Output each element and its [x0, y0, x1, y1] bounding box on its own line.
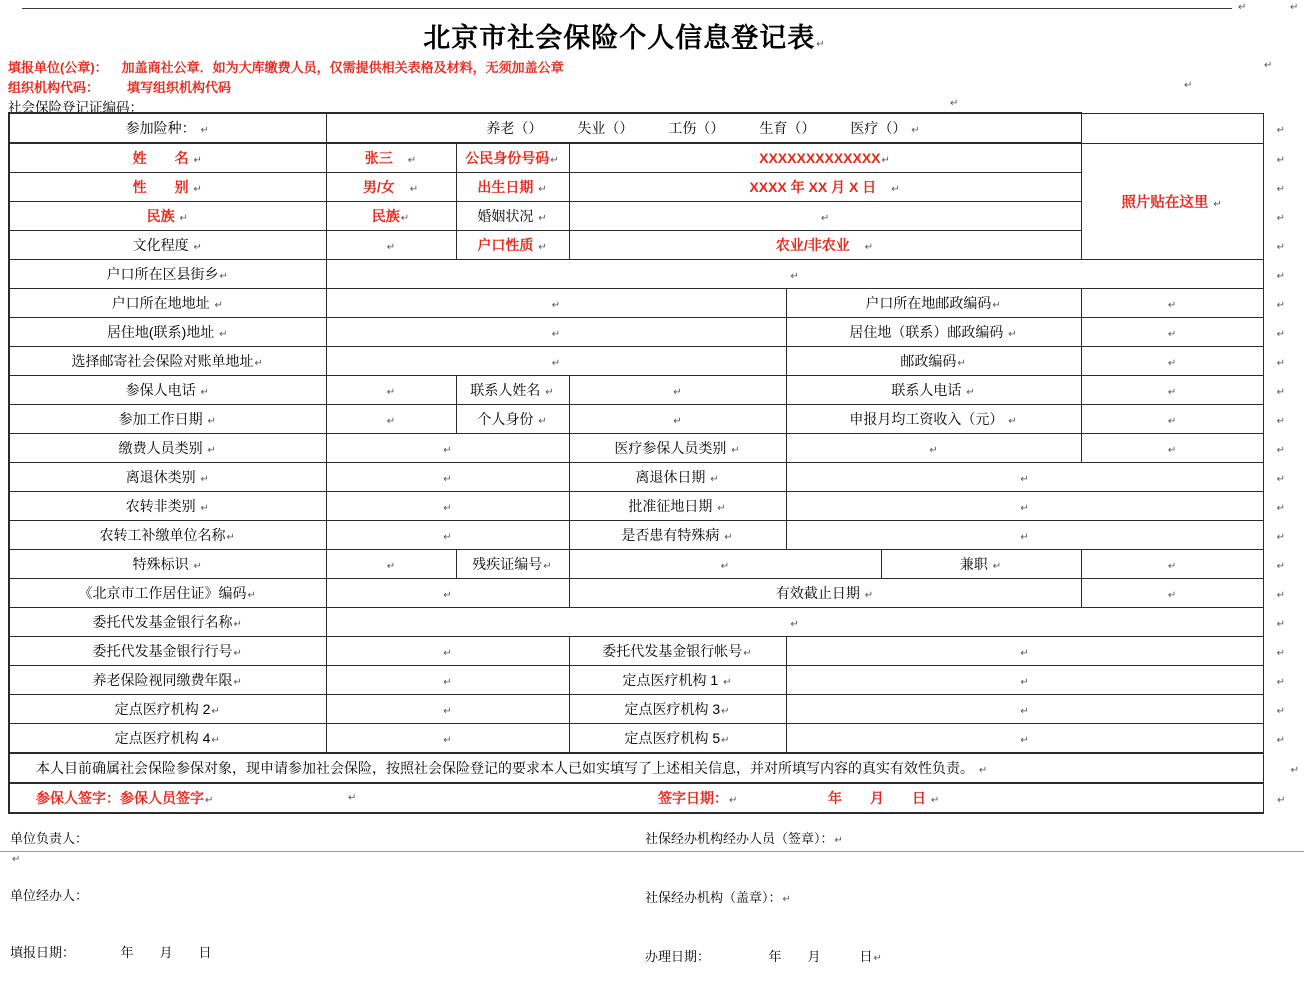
- hospital-3-label: 定点医疗机构 3↵: [569, 695, 786, 724]
- fill-unit-note: [8, 57, 564, 76]
- insured-phone-label: 参保人电话 ↵: [9, 376, 326, 405]
- table-row: [9, 579, 1299, 608]
- unit-handler-label: 单位经办人：: [10, 888, 89, 903]
- fill-unit-text: 加盖商社公章．如为大库缴费人员，仅需提供相关表格及材料，无须加盖公章: [121, 60, 564, 75]
- special-disease-label: 是否患有特殊病 ↵: [569, 521, 786, 550]
- declaration-text: 本人目前确属社会保险参保对象，现申请参加社会保险，按照社会保险登记的要求本人已如实填写了上述相关信息，并对所填写内容的真实有效性负责。 ↵: [9, 753, 1263, 783]
- contact-name-label: 联系人姓名 ↵: [456, 376, 569, 405]
- ethnicity-value[interactable]: 民族↵: [326, 202, 456, 231]
- hospital-2-value[interactable]: ↵: [326, 695, 569, 724]
- retirement-date-value[interactable]: ↵: [786, 463, 1263, 492]
- contact-phone-label: 联系人电话 ↵: [786, 376, 1081, 405]
- fill-unit-label: 填报单位(公章)：: [8, 60, 108, 75]
- payer-category-value[interactable]: ↵: [326, 434, 569, 463]
- hospital-1-value[interactable]: ↵: [786, 666, 1263, 695]
- pension-deemed-years-label: 养老保险视同缴费年限↵: [9, 666, 326, 695]
- medical-insured-category-value[interactable]: ↵: [786, 434, 1081, 463]
- table-row: [9, 318, 1299, 347]
- fund-bank-account-label: 委托代发基金银行帐号↵: [569, 637, 786, 666]
- insured-signature-label[interactable]: 参保人签字：参保人员签字↵: [36, 790, 214, 806]
- marital-status-label: 婚姻状况 ↵: [456, 202, 569, 231]
- name-value[interactable]: 张三 ↵: [326, 143, 456, 173]
- gender-value[interactable]: 男/女 ↵: [326, 173, 456, 202]
- table-row: [9, 695, 1299, 724]
- birth-date-value[interactable]: XXXX 年 XX 月 X 日 ↵: [569, 173, 1081, 202]
- mailing-address-label: 选择邮寄社会保险对账单地址↵: [9, 347, 326, 376]
- retirement-category-label: 离退休类别 ↵: [9, 463, 326, 492]
- special-disease-value[interactable]: ↵: [786, 521, 1263, 550]
- permit-expiry-value[interactable]: ↵: [1081, 579, 1263, 608]
- rural-to-urban-category-label: 农转非类别 ↵: [9, 492, 326, 521]
- pension-deemed-years-value[interactable]: ↵: [326, 666, 569, 695]
- education-label: 文化程度 ↵: [9, 231, 326, 260]
- personal-identity-label: 个人身份 ↵: [456, 405, 569, 434]
- row-end-mark: ↵: [1276, 735, 1285, 747]
- fund-bank-account-value[interactable]: ↵: [786, 637, 1263, 666]
- retirement-date-label: 离退休日期 ↵: [569, 463, 786, 492]
- supplement-unit-label: 农转工补缴单位名称↵: [9, 521, 326, 550]
- row-end-mark: ↵: [1276, 271, 1285, 282]
- hospital-2-label: 定点医疗机构 2↵: [9, 695, 326, 724]
- monthly-income-value[interactable]: ↵: [1081, 405, 1263, 434]
- paragraph-mark: ↵: [1238, 2, 1247, 13]
- medical-insured-extra-value[interactable]: ↵: [1081, 434, 1263, 463]
- row-end-mark: ↵: [1276, 300, 1285, 311]
- contact-name-value[interactable]: ↵: [569, 376, 786, 405]
- org-code-label: 组织机构代码：: [8, 80, 100, 95]
- part-time-label: 兼职 ↵: [881, 550, 1081, 579]
- table-row: [9, 376, 1299, 405]
- signature-date-label: 签字日期：↵: [658, 790, 738, 806]
- table-row: [9, 463, 1299, 492]
- hukou-district-label: 户口所在区县街乡↵: [9, 260, 326, 289]
- mailing-address-value[interactable]: ↵: [326, 347, 786, 376]
- header-rule: [22, 8, 1232, 9]
- org-code-text: 填写组织机构代码: [127, 80, 232, 95]
- hospital-4-label: 定点医疗机构 4↵: [9, 724, 326, 754]
- id-number-label: 公民身份号码↵: [456, 143, 569, 173]
- monthly-income-label: 申报月均工资收入（元） ↵: [786, 405, 1081, 434]
- row-end-mark: ↵: [1276, 387, 1285, 398]
- hospital-5-value[interactable]: ↵: [786, 724, 1263, 754]
- residence-postcode-value[interactable]: ↵: [1081, 318, 1263, 347]
- row-end-mark: ↵: [1277, 795, 1286, 806]
- hukou-type-value[interactable]: 农业/非农业 ↵: [569, 231, 1081, 260]
- paragraph-mark: ↵: [1290, 2, 1299, 13]
- id-number-value[interactable]: XXXXXXXXXXXXX↵: [569, 143, 1081, 173]
- table-row: [9, 521, 1299, 550]
- row-end-mark: ↵: [1276, 213, 1285, 224]
- row-end-mark: ↵: [1276, 445, 1285, 456]
- row-end-mark: ↵: [1276, 474, 1285, 485]
- paragraph-mark: ↵: [348, 792, 357, 804]
- table-row: [9, 637, 1299, 666]
- registration-cert-code-label: 社会保险登记证编码：: [8, 100, 143, 115]
- land-approval-date-value[interactable]: ↵: [786, 492, 1263, 521]
- row-end-mark: ↵: [1276, 619, 1285, 630]
- education-value[interactable]: ↵: [326, 231, 456, 260]
- name-label: 姓 名 ↵: [9, 143, 326, 173]
- fund-bank-number-label: 委托代发基金银行行号↵: [9, 637, 326, 666]
- photo-area-top: [1081, 113, 1263, 143]
- agency-footer-block: [645, 791, 883, 1006]
- retirement-category-value[interactable]: ↵: [326, 463, 569, 492]
- row-end-mark: ↵: [1276, 706, 1285, 717]
- row-end-mark: ↵: [1276, 184, 1285, 195]
- hospital-4-value[interactable]: ↵: [326, 724, 569, 754]
- disability-cert-value[interactable]: ↵: [569, 550, 881, 579]
- postcode-label: 邮政编码↵: [786, 347, 1081, 376]
- residence-postcode-label: 居住地（联系）邮政编码 ↵: [786, 318, 1081, 347]
- paragraph-mark: ↵: [950, 98, 959, 109]
- insured-phone-value[interactable]: ↵: [326, 376, 456, 405]
- gender-label: 性 别 ↵: [9, 173, 326, 202]
- org-code-note: [8, 77, 231, 96]
- hukou-postcode-label: 户口所在地邮政编码↵: [786, 289, 1081, 318]
- row-end-mark: ↵: [1276, 358, 1285, 369]
- paragraph-mark: ↵: [12, 854, 21, 865]
- hukou-address-label: 户口所在地地址 ↵: [9, 289, 326, 318]
- special-flag-value[interactable]: ↵: [326, 550, 456, 579]
- fund-bank-number-value[interactable]: ↵: [326, 637, 569, 666]
- row-end-mark: ↵: [1290, 765, 1299, 776]
- table-row: [9, 347, 1299, 376]
- row-end-mark: ↵: [1276, 242, 1285, 253]
- table-row: [9, 753, 1299, 783]
- hukou-district-value[interactable]: ↵: [326, 260, 1263, 289]
- table-row: [9, 608, 1299, 637]
- fund-bank-name-value[interactable]: ↵: [326, 608, 1263, 637]
- agency-handler-label: 社保经办机构经办人员（签章）：↵: [645, 831, 843, 846]
- footer-rule: [0, 851, 1304, 852]
- signature-date-value[interactable]: 年 月 日 ↵: [828, 790, 940, 806]
- insurance-type-label: 参加险种： ↵: [9, 113, 326, 143]
- table-row: [9, 434, 1299, 463]
- fund-bank-name-label: 委托代发基金银行名称↵: [9, 608, 326, 637]
- table-row: [9, 143, 1299, 173]
- paragraph-mark: ↵: [1264, 60, 1273, 71]
- disability-cert-label: 残疾证编号↵: [456, 550, 569, 579]
- residence-address-label: 居住地(联系)地址 ↵: [9, 318, 326, 347]
- row-end-mark: ↵: [1276, 125, 1285, 136]
- contact-phone-value[interactable]: ↵: [1081, 376, 1263, 405]
- row-end-mark: ↵: [1276, 329, 1285, 340]
- ethnicity-label: 民族 ↵: [9, 202, 326, 231]
- postcode-value[interactable]: ↵: [1081, 347, 1263, 376]
- payer-category-label: 缴费人员类别 ↵: [9, 434, 326, 463]
- page-title: 北京市社会保险个人信息登记表↵: [423, 23, 826, 54]
- medical-insured-category-label: 医疗参保人员类别 ↵: [569, 434, 786, 463]
- row-end-mark: ↵: [1276, 154, 1285, 166]
- marital-status-value[interactable]: ↵: [569, 202, 1081, 231]
- row-end-mark: ↵: [1276, 590, 1285, 601]
- land-approval-date-label: 批准征地日期 ↵: [569, 492, 786, 521]
- row-end-mark: ↵: [1276, 561, 1285, 572]
- hospital-5-label: 定点医疗机构 5↵: [569, 724, 786, 754]
- hospital-3-value[interactable]: ↵: [786, 695, 1263, 724]
- insurance-type-options[interactable]: 养老（） 失业（） 工伤（） 生育（） 医疗（） ↵: [326, 113, 1081, 143]
- agency-seal-label: 社保经办机构（盖章）：↵: [645, 890, 791, 905]
- row-end-mark: ↵: [1276, 677, 1285, 688]
- fill-date-label: 填报日期： 年 月 日: [10, 945, 212, 960]
- rural-to-urban-category-value[interactable]: ↵: [326, 492, 569, 521]
- unit-footer-block: [10, 791, 212, 1000]
- table-row: [9, 550, 1299, 579]
- table-row: [9, 113, 1299, 143]
- table-row: [9, 666, 1299, 695]
- work-residence-permit-value[interactable]: ↵: [326, 579, 569, 608]
- part-time-value[interactable]: ↵: [1081, 550, 1263, 579]
- supplement-unit-value[interactable]: ↵: [326, 521, 569, 550]
- table-row: [9, 289, 1299, 318]
- row-end-mark: ↵: [1276, 532, 1285, 543]
- birth-date-label: 出生日期 ↵: [456, 173, 569, 202]
- process-date-label: 办理日期： 年 月 日↵: [645, 949, 882, 964]
- work-start-date-label: 参加工作日期 ↵: [9, 405, 326, 434]
- paragraph-mark: ↵: [1184, 80, 1193, 91]
- permit-expiry-label: 有效截止日期 ↵: [569, 579, 1081, 608]
- work-residence-permit-label: 《北京市工作居住证》编码↵: [9, 579, 326, 608]
- work-start-date-value[interactable]: ↵: [326, 405, 456, 434]
- table-row: [9, 260, 1299, 289]
- hospital-1-label: 定点医疗机构 1 ↵: [569, 666, 786, 695]
- photo-placeholder: 照片贴在这里 ↵: [1081, 143, 1263, 260]
- row-end-mark: ↵: [1276, 416, 1285, 427]
- table-row: [9, 405, 1299, 434]
- registration-form-table: [8, 112, 1300, 814]
- hukou-address-value[interactable]: ↵: [326, 289, 786, 318]
- hukou-type-label: 户口性质 ↵: [456, 231, 569, 260]
- row-end-mark: ↵: [1276, 648, 1285, 659]
- residence-address-value[interactable]: ↵: [326, 318, 786, 347]
- unit-head-label: 单位负责人：: [10, 831, 89, 846]
- table-row: [9, 492, 1299, 521]
- personal-identity-value[interactable]: ↵: [569, 405, 786, 434]
- special-flag-label: 特殊标识 ↵: [9, 550, 326, 579]
- table-row: [9, 724, 1299, 754]
- hukou-postcode-value[interactable]: ↵: [1081, 289, 1263, 318]
- row-end-mark: ↵: [1276, 503, 1285, 514]
